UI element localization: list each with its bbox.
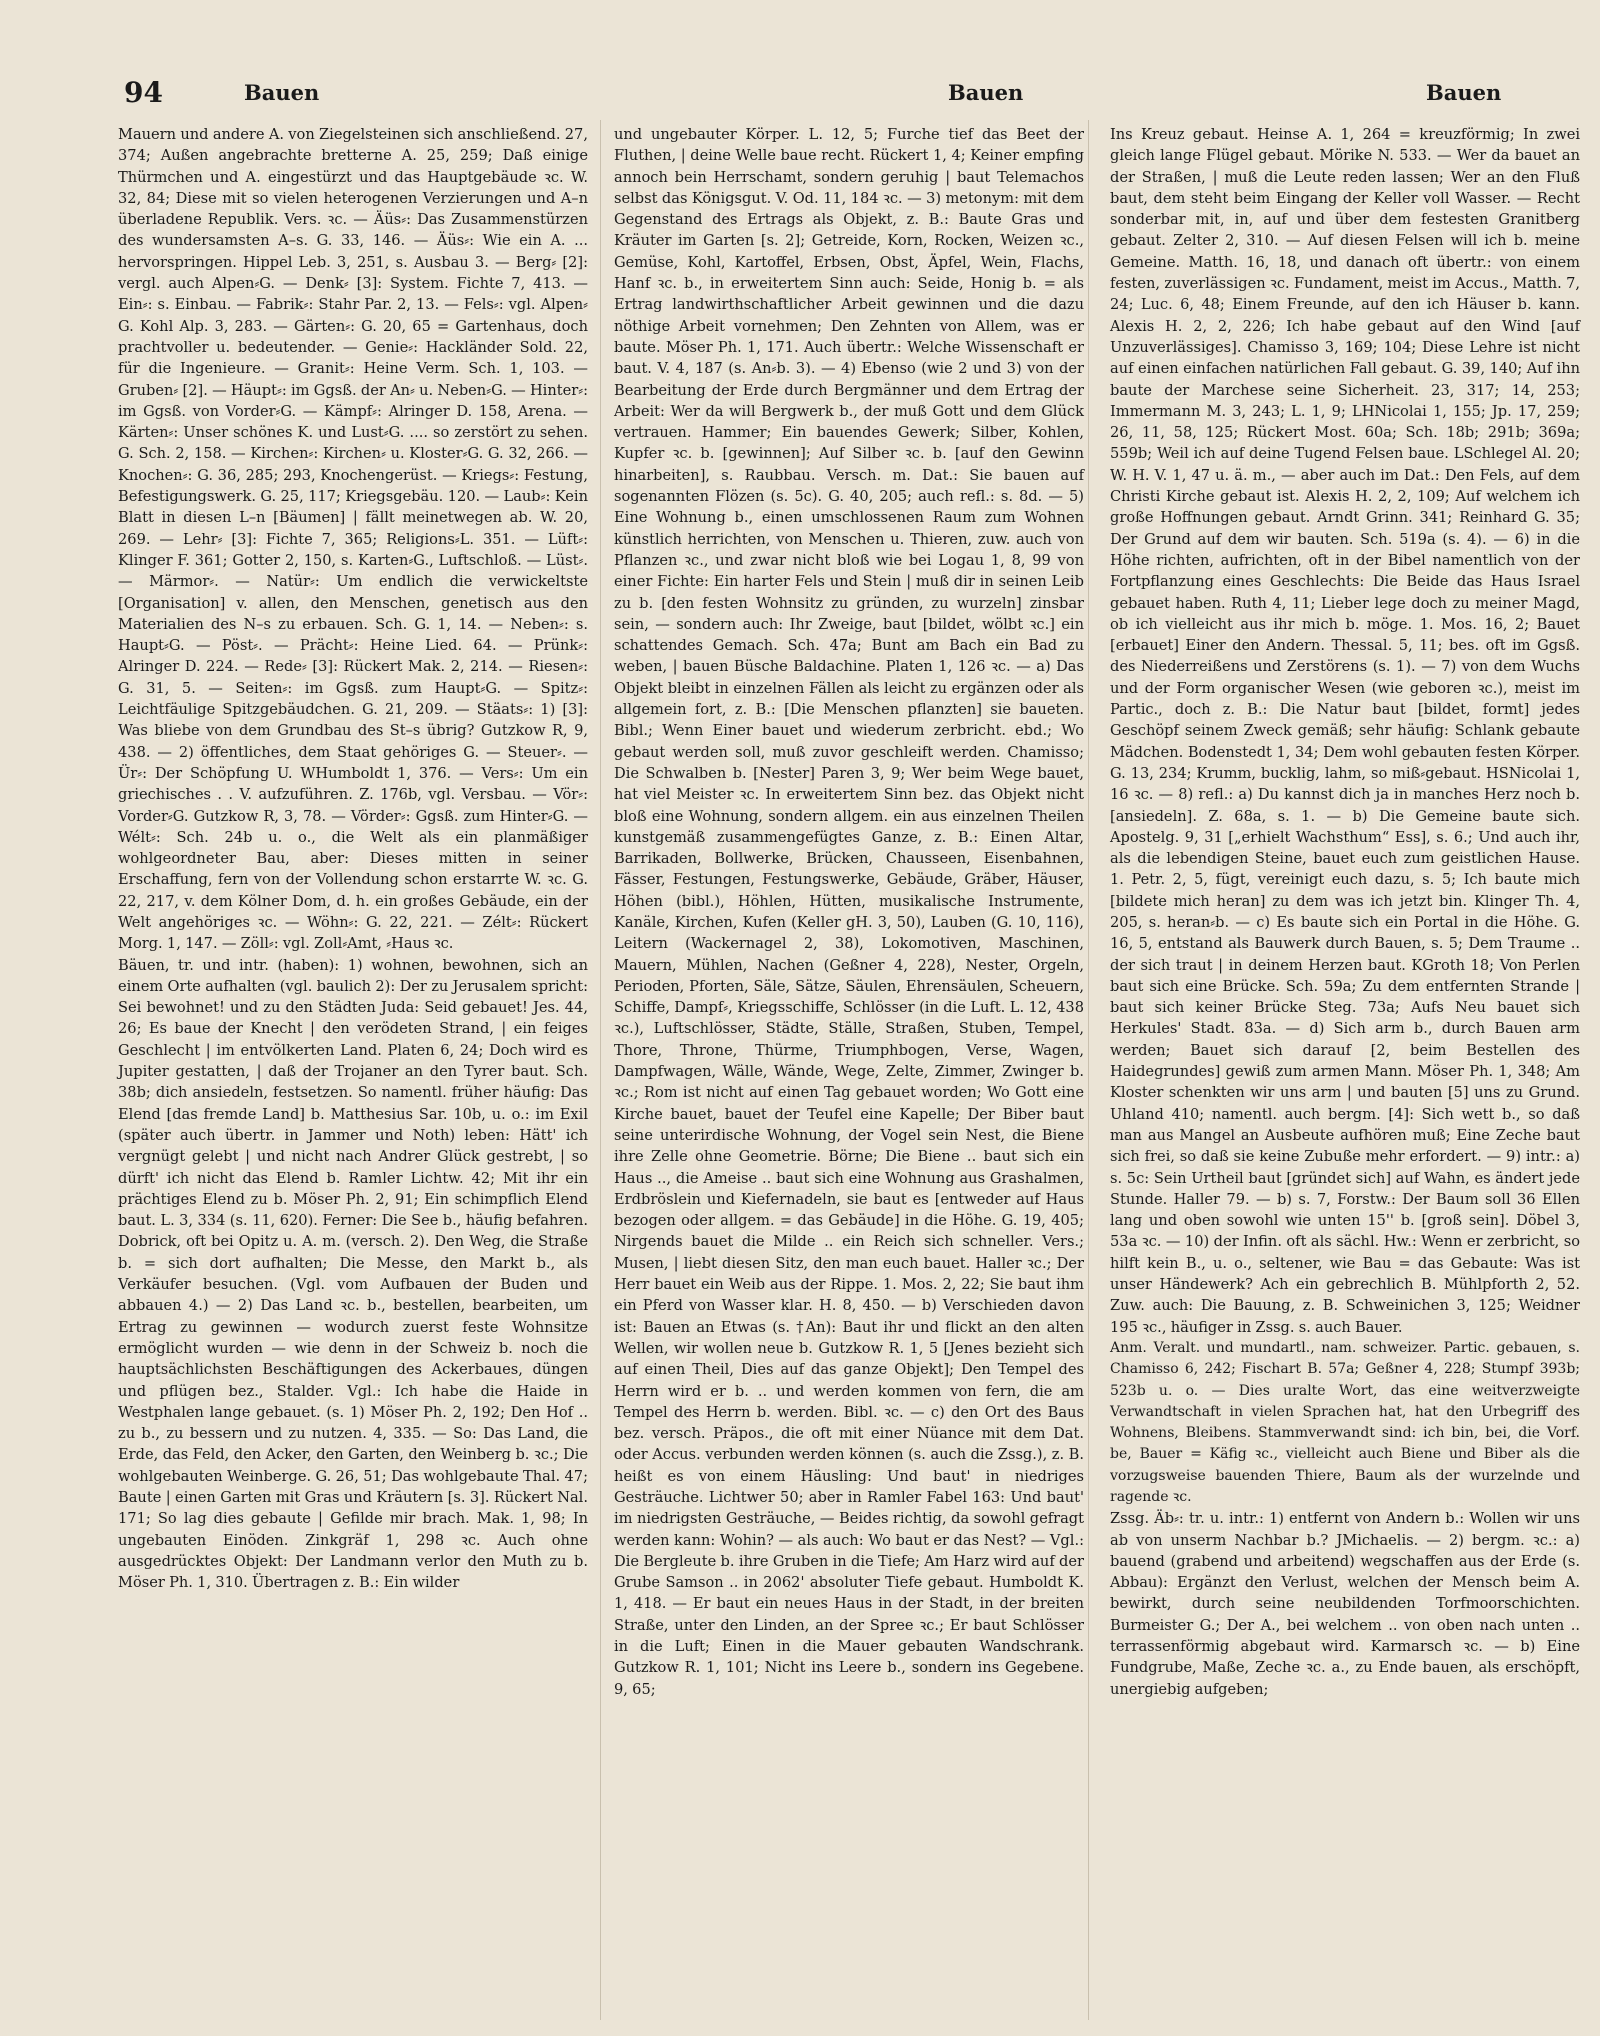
paragraph: Mauern und andere A. von Ziegelsteinen sich anschließend. 27, 374; Außen angebrachte bretterne A. 25, 259; Daß einige Thürmchen und A. eingestürzt und das Hauptgebäude ꝛc. W. 32, 84; Diese mit so vielen heterogenen Verzierungen und A–n überladene Republik. Vers. ꝛc. — Äüs⸗: Das Zusammenstürzen des wundersamsten A–s. G. 33, 146. — Äüs⸗: Wie ein A. ... hervorspringen. Hippel Leb. 3, 251, s. Ausbau 3. — Berg⸗ [2]: vergl. auch Alpen⸗G. — Denk⸗ [3]: System. Fichte 7, 413. — Ein⸗: s. Einbau. — Fabrik⸗: Stahr Par. 2, 13. — Fels⸗: vgl. Alpen⸗G. Kohl Alp. 3, 283. — Gärten⸗: G. 20, 65 = Gartenhaus, doch prachtvoller u. bedeutender. — Genie⸗: Hackländer Sold. 22, für die Ingenieure. — Granit⸗: Heine Verm. Sch. 1, 103. — Gruben⸗ [2]. — Häupt⸗: im Ggsß. der An⸗ u. Neben⸗G. — Hinter⸗: im Ggsß. von Vorder⸗G. — Kämpf⸗: Alringer D. 158, Arena. — Kärten⸗: Unser schönes K. und Lust⸗G. .... so zerstört zu sehen. G. Sch. 2, 158. — Kirchen⸗: Kirchen⸗ u. Kloster⸗G. G. 32, 266. — Knochen⸗: G. 36, 285; 293, Knochengerüst. — Kriegs⸗: Festung, Befestigungswerk. G. 25, 117; Kriegsgebäu. 120. — Laub⸗: Kein Blatt in diesen L–n [Bäumen] | fällt meinetwegen ab. W. 20, 269. — Lehr⸗ [3]: Fichte 7, 365; Religions⸗L. 351. — Lüft⸗: Klinger F. 361; Gotter 2, 150, s. Karten⸗G., Luftschloß. — Lüst⸗. — Märmor⸗. — Natür⸗: Um endlich die verwickeltste [Organisation] v. allen, den Menschen, genetisch aus den Materialien des N–s zu erbauen. Sch. G. 1, 14. — Neben⸗: s. Haupt⸗G. — Pöst⸗. — Prächt⸗: Heine Lied. 64. — Prünk⸗: Alringer D. 224. — Rede⸗ [3]: Rückert Mak. 2, 214. — Riesen⸗: G. 31, 5. — Seiten⸗: im Ggsß. zum Haupt⸗G. — Spitz⸗: Leichtfäulige Spitzgebäudchen. G. 21, 209. — Stäats⸗: 1) [3]: Was bliebe von dem Grundbau des St–s übrig? Gutzkow R, 9, 438. — 2) öffentliches, dem Staat gehöriges G. — Steuer⸗. — Ür⸗: Der Schöpfung U. WHumboldt 1, 376. — Vers⸗: Um ein griechisches . . V. aufzuführen. Z. 176b, vgl. Versbau. — Vör⸗: Vorder⸗G. Gutzkow R, 3, 78. — Vörder⸗: Ggsß. zum Hinter⸗G. — Wélt⸗: Sch. 24b u. o., die Welt als ein planmäßiger wohlgeordneter Bau, aber: Dieses mitten in seiner Erschaffung, fern von der Vollendung schon erstarrte W. ꝛc. G. 22, 217, v. dem Kölner Dom, d. h. ein großes Gebäude, ein der Welt angehöriges ꝛc. — Wöhn⸗: G. 22, 221. — Zélt⸗: Rückert Morg. 1, 147. — Zöll⸗: vgl. Zoll⸗Amt, ⸗Haus ꝛc. [118,126,588,953]
paragraph: und ungebauter Körper. L. 12, 5; Furche tief das Beet der Fluthen, | deine Welle baue recht. Rückert 1, 4; Keiner empfing annoch bein Herrschamt, sondern geruhig | baut Telemachos selbst das Königsgut. V. Od. 11, 184 ꝛc. — 3) metonym: mit dem Gegenstand des Ertrags als Objekt, z. B.: Baute Gras und Kräuter im Garten [s. 2]; Getreide, Korn, Rocken, Weizen ꝛc., Gemüse, Kohl, Kartoffel, Erbsen, Obst, Äpfel, Wein, Flachs, Hanf ꝛc. b., in erweitertem Sinn auch: Seide, Honig b. = als Ertrag landwirthschaftlicher Arbeit gewinnen und die dazu nöthige Arbeit vornehmen; Den Zehnten von Allem, was er baute. Möser Ph. 1, 171. Auch übertr.: Welche Wissenschaft er baut. V. 4, 187 (s. An⸗b. 3). — 4) Ebenso (wie 2 und 3) von der Bearbeitung der Erde durch Bergmänner und dem Ertrag der Arbeit: Wer da will Bergwerk b., der muß Gott und dem Glück vertrauen. Hammer; Ein bauendes Gewerk; Silber, Kohlen, Kupfer ꝛc. b. [gewinnen]; Auf Silber ꝛc. b. [auf den Gewinn hinarbeiten], s. Raubbau. Versch. m. Dat.: Sie bauen auf sogenannten Flözen (s. 5c). G. 40, 205; auch refl.: s. 8d. — 5) Eine Wohnung b., einen umschlossenen Raum zum Wohnen künstlich herrichten, von Menschen u. Thieren, zuw. auch von Pflanzen ꝛc., und zwar nicht bloß wie bei Logau 1, 8, 99 von einer Fichte: Ein harter Fels und Stein | muß dir in seinen Leib zu b. [den festen Wohnsitz zu gründen, zu wurzeln] zinsbar sein, — sondern auch: Ihr Zweige, baut [bildet, wölbt ꝛc.] ein schattendes Gemach. Sch. 47a; Bunt am Bach ein Bad zu weben, | bauen Büsche Baldachine. Platen 1, 126 ꝛc. — a) Das Objekt bleibt in einzelnen Fällen als leicht zu ergänzen oder als allgemein fort, z. B.: [Die Menschen pflanzten] sie baueten. Bibl.; Wenn Einer bauet und wiederum zerbricht. ebd.; Wo gebaut werden soll, muß zuvor geschleift werden. Chamisso; Die Schwalben b. [Nester] Paren 3, 9; Wer beim Wege bauet, hat viel Meister ꝛc. In erweitertem Sinn bez. das Objekt nicht bloß eine Wohnung, sondern allgem. ein aus einzelnen Theilen kunstgemäß zusammengefügtes Ganze, z. B.: Einen Altar, Barrikaden, Bollwerke, Brücken, Chausseen, Eisenbahnen, Fässer, Festungen, Festungswerke, Gebäude, Gräber, Häuser, Höhen (bibl.), Höhlen, Hütten, musikalische Instrumente, Kanäle, Kirchen, Kufen (Keller gH. 3, 50), Lauben (G. 10, 116), Leitern (Wackernagel 2, 38), Lokomotiven, Maschinen, Mauern, Mühlen, Nachen (Geßner 4, 228), Nester, Orgeln, Perioden, Pforten, Säle, Sätze, Säulen, Ehrensäulen, Scheuern, Schiffe, Dampf⸗, Kriegsschiffe, Schlösser (in die Luft. L. 12, 438 ꝛc.), Luftschlösser, Städte, Ställe, Straßen, Stuben, Tempel, Thore, Throne, Thürme, Triumphbogen, Verse, Wagen, Dampfwagen, Wälle, Wände, Wege, Zelte, Zimmer, Zwinger b. ꝛc.; Rom ist nicht auf einen Tag gebauet worden; Wo Gott eine Kirche bauet, bauet der Teufel eine Kapelle; Der Biber baut seine unterirdische Wohnung, der Vogel sein Nest, die Biene ihre Zelle ohne Geometrie. Börne; Die Biene .. baut sich ein Haus .., die Ameise .. baut sich eine Wohnung aus Grashalmen, Erdbröslein und Kiefernadeln, sie baut es [entweder auf Haus bezogen oder allgem. = das Gebäude] in die Höhe. G. 19, 405; Nirgends bauet die Milde .. ein Reich sich schneller. Vers.; Musen, | liebt diesen Sitz, den man euch bauet. Haller ꝛc.; Der Herr bauet ein Weib aus der Rippe. 1. Mos. 2, 22; Sie baut ihm ein Pferd von Wasser klar. H. 8, 450. — b) Verschieden davon ist: Bauen an Etwas (s. †An): Baut ihr und flickt an den alten Wellen, wir wollen neue b. Gutzkow R. 1, 5 [Jenes bezieht sich auf einen Theil, Dies auf das ganze Objekt]; Den Tempel des Herrn wird er b. .. und werden kommen von fern, die am Tempel des Herrn b. werden. Bibl. ꝛc. — c) den Ort des Baus bez. versch. Präpos., die oft mit einer Nüance mit dem Dat. oder Accus. verbunden werden können (s. auch die Zssg.), z. B. heißt es von einem Häusling: Und baut' in niedriges Gesträuche. Lichtwer 50; aber in Ramler Fabel 163: Und baut' im niedrigsten Gesträuche, — Beides richtig, da sowohl gefragt werden kann: Wohin? — als auch: Wo baut er das Nest? — Vgl.: Die Bergleute b. ihre Gruben in die Tiefe; Am Harz wird auf der Grube Samson .. in 2062' absoluter Tiefe gebaut. Humboldt K. 1, 418. — Er baut ein neues Haus in der Stadt, in der breiten Straße, unter den Linden, an der Spree ꝛc.; Er baut Schlösser in die Luft; Einen in die Mauer gebauten Wandschrank. Gutzkow R. 1, 101; Nicht ins Leere b., sondern ins Gegebene. 9, 65; [614,126,1084,1698]
running-head-center: Bauen [948,80,1024,105]
text-columns [118,124,1580,1700]
paragraph-compounds: Zssg. Äb⸗: tr. u. intr.: 1) entfernt von Andern b.: Wollen wir uns ab von unserm Nachbar b.? JMichaelis. — 2) bergm. ꝛc.: a) bauend (grabend und arbeitend) wegschaffen aus der Erde (s. Abbau): Ergänzt den Verlust, welchen der Mensch beim A. bewirkt, durch seine neubildenden Torfmoorschichten. Burmeister G.; Der A., bei welchem .. von oben nach unten .. terrassenförmig abgebaut wird. Karmarsch ꝛc. — b) Eine Fundgrube, Maße, Zeche ꝛc. a., zu Ende bauen, als erschöpft, unergiebig aufgeben; [1110,1510,1580,1698]
running-head-right: Bauen [1426,80,1502,105]
column-middle [614,124,1084,1700]
paragraph-entry-bauen: Bäuen, tr. und intr. (haben): 1) wohnen, bewohnen, sich an einem Orte aufhalten (vgl. baulich 2): Der zu Jerusalem spricht: Sei bewohnet! und zu den Städten Juda: Seid gebauet! Jes. 44, 26; Es baue der Knecht | den verödeten Strand, | ein feiges Geschlecht | im entvölkerten Land. Platen 6, 24; Doch wird es Jupiter gestatten, | daß der Trojaner an den Tyrer baut. Sch. 38b; dich ansiedeln, festsetzen. So namentl. früher häufig: Das Elend [das fremde Land] b. Matthesius Sar. 10b, u. o.: im Exil (später auch übertr. in Jammer und Noth) leben: Hätt' ich vergnügt gelebt | und nicht nach Andrer Glück gestrebt, | so dürft' ich nicht das Elend b. Ramler Lichtw. 42; Mit ihr ein prächtiges Elend zu b. Möser Ph. 2, 91; Ein schimpflich Elend baut. L. 3, 334 (s. 11, 620). Ferner: Die See b., häufig befahren. Dobrick, oft bei Opitz u. A. m. (versch. 2). Den Weg, die Straße b. = sich dort aufhalten; Die Messe, den Markt b., als Verkäufer besuchen. (Vgl. vom Aufbauen der Buden und abbauen 4.) — 2) Das Land ꝛc. b., bestellen, bearbeiten, um Ertrag zu gewinnen — wodurch zuerst feste Wohnsitze ermöglicht wurden — wie denn in der Schweiz b. noch die hauptsächlichsten Beschäftigungen des Ackerbaues, düngen und pflügen bez., Stalder. Vgl.: Ich habe die Haide in Westphalen lange gebauet. (s. 1) Möser Ph. 2, 192; Den Hof .. zu b., zu bessern und zu nutzen. 4, 335. — So: Das Land, die Erde, das Feld, den Acker, den Garten, den Weinberg b. ꝛc.; Die wohlgebauten Weinberge. G. 26, 51; Das wohlgebaute Thal. 47; Baute | einen Garten mit Gras und Kräutern [s. 3]. Rückert Nal. 171; So lag dies gebaute | Gefilde mir brach. Mak. 1, 98; In ungebauten Einöden. Zinkgräf 1, 298 ꝛc. Auch ohne ausgedrücktes Objekt: Der Landmann verlor den Muth zu b. Möser Ph. 1, 310. Übertragen z. B.: Ein wilder [118,956,588,1592]
running-head-left: Bauen [244,80,320,105]
column-right [1110,124,1580,1700]
column-left [118,124,588,1700]
paragraph: Ins Kreuz gebaut. Heinse A. 1, 264 = kreuzförmig; In zwei gleich lange Flügel gebaut. Mörike N. 533. — Wer da bauet an der Straßen, | muß die Leute reden lassen; Wer an den Fluß baut, dem steht beim Eingang der Keller voll Wasser. — Recht sonderbar mit, in, auf und über dem festesten Granitberg gebaut. Zelter 2, 310. — Auf diesen Felsen will ich b. meine Gemeine. Matth. 16, 18, und danach oft übertr.: von einem festen, zuverlässigen ꝛc. Fundament, meist im Accus., Matth. 7, 24; Luc. 6, 48; Einem Freunde, auf den ich Häuser b. kann. Alexis H. 2, 2, 226; Ich habe gebaut auf den Wind [auf Unzuverlässiges]. Chamisso 3, 169; 104; Diese Lehre ist nicht auf einen einfachen natürlichen Fall gebaut. G. 39, 140; Auf ihn baute der Marchese seine Sicherheit. 23, 317; 14, 253; Immermann M. 3, 243; L. 1, 9; LHNicolai 1, 155; Jp. 17, 259; 26, 11, 58, 125; Rückert Most. 60a; Sch. 18b; 291b; 369a; 559b; Weil ich auf deine Tugend Felsen baue. LSchlegel Al. 20; W. H. V. 1, 47 u. ä. m., — aber auch im Dat.: Den Fels, auf dem Christi Kirche gebaut ist. Alexis H. 2, 2, 109; Auf welchem ich große Hoffnungen gebaut. Arndt Grinn. 341; Reinhard G. 35; Der Grund auf dem wir bauten. Sch. 519a (s. 4). — 6) in die Höhe richten, aufrichten, oft in der Bibel namentlich von der Fortpflanzung eines Geschlechts: Die Beide das Haus Israel gebauet haben. Ruth 4, 11; Lieber lege doch zu meiner Magd, ob ich vielleicht aus ihr mich b. möge. 1. Mos. 16, 2; Bauet [erbauet] Einer den Andern. Thessal. 5, 11; bes. oft im Ggsß. des Niederreißens und Zerstörens (s. 1). — 7) von dem Wuchs und der Form organischer Wesen (wie geboren ꝛc.), meist im Partic., doch z. B.: Die Natur baut [bildet, formt] jedes Geschöpf seinem Zweck gemäß; sehr häufig: Schlank gebaute Mädchen. Bodenstedt 1, 34; Dem wohl gebauten festen Körper. G. 13, 234; Krumm, bucklig, lahm, so miß⸗gebaut. HSNicolai 1, 16 ꝛc. — 8) refl.: a) Du kannst dich ja in manches Herz noch b. [ansiedeln]. Z. 68a, s. 1. — b) Die Gemeine baute sich. Apostelg. 9, 31 [„erhielt Wachsthum“ Ess], s. 6.; Und auch ihr, als die lebendigen Steine, bauet euch zum geistlichen Hause. 1. Petr. 2, 5, fügt, vereinigt euch dazu, s. 5; Ich baute mich [bildete mich heran] zu dem was ich jetzt bin. Klinger Th. 4, 205, s. heran⸗b. — c) Es baute sich ein Portal in die Höhe. G. 16, 5, entstand als Bauwerk durch Bauen, s. 5; Dem Traume .. der sich traut | in deinem Herzen baut. KGroth 18; Von Perlen baut sich eine Brücke. Sch. 59a; Zu dem entfernten Strande | baut sich keiner Brücke Steg. 73a; Aufs Neu bauet sich Herkules' Stadt. 83a. — d) Sich arm b., durch Bauen arm werden; Bauet sich darauf [2, beim Bestellen des Haidegrundes] gewiß zum armen Mann. Möser Ph. 1, 348; Am Kloster schenkten wir uns arm | und bauten [5] uns zu Grund. Uhland 410; namentl. auch bergm. [4]: Sich wett b., so daß man aus Mangel an Ausbeute aufhören muß; Eine Zeche baut sich frei, so daß sie keine Zubuße mehr erfordert. — 9) intr.: a) s. 5c: Sein Urtheil baut [gründet sich] auf Wahn, es ändert jede Stunde. Haller 79. — b) s. 7, Forstw.: Der Baum soll 36 Ellen lang und oben sowohl wie unten 15'' b. [groß sein]. Döbel 3, 53a ꝛc. — 10) der Infin. oft als sächl. Hw.: Wenn er zerbricht, so hilft kein B., u. o., seltener, wie Bau = das Gebaute: Was ist unser Händewerk? Ach ein gebrechlich B. Mühlpforth 2, 52. Zuw. auch: Die Bauung, z. B. Schweinichen 3, 125; Weidner 195 ꝛc., häufiger in Zssg. s. auch Bauer. [1110,126,1580,1336]
page-number: 94 [124,76,163,109]
page-header [110,40,1586,109]
paragraph-note: Anm. Veralt. und mundartl., nam. schweizer. Partic. gebauen, s. Chamisso 6, 242; Fischart B. 57a; Geßner 4, 228; Stumpf 393b; 523b u. o. — Dies uralte Wort, das eine weitverzweigte Verwandtschaft in vielen Sprachen hat, hat den Urbegriff des Wohnens, Bleibens. Stammverwandt sind: ich bin, bei, die Vorf. be, Bauer = Käfig ꝛc., vielleicht auch Biene und Biber als die vorzugsweise bauenden Thiere, Baum als der wurzelnde und ragende ꝛc. [1110,1339,1580,1505]
